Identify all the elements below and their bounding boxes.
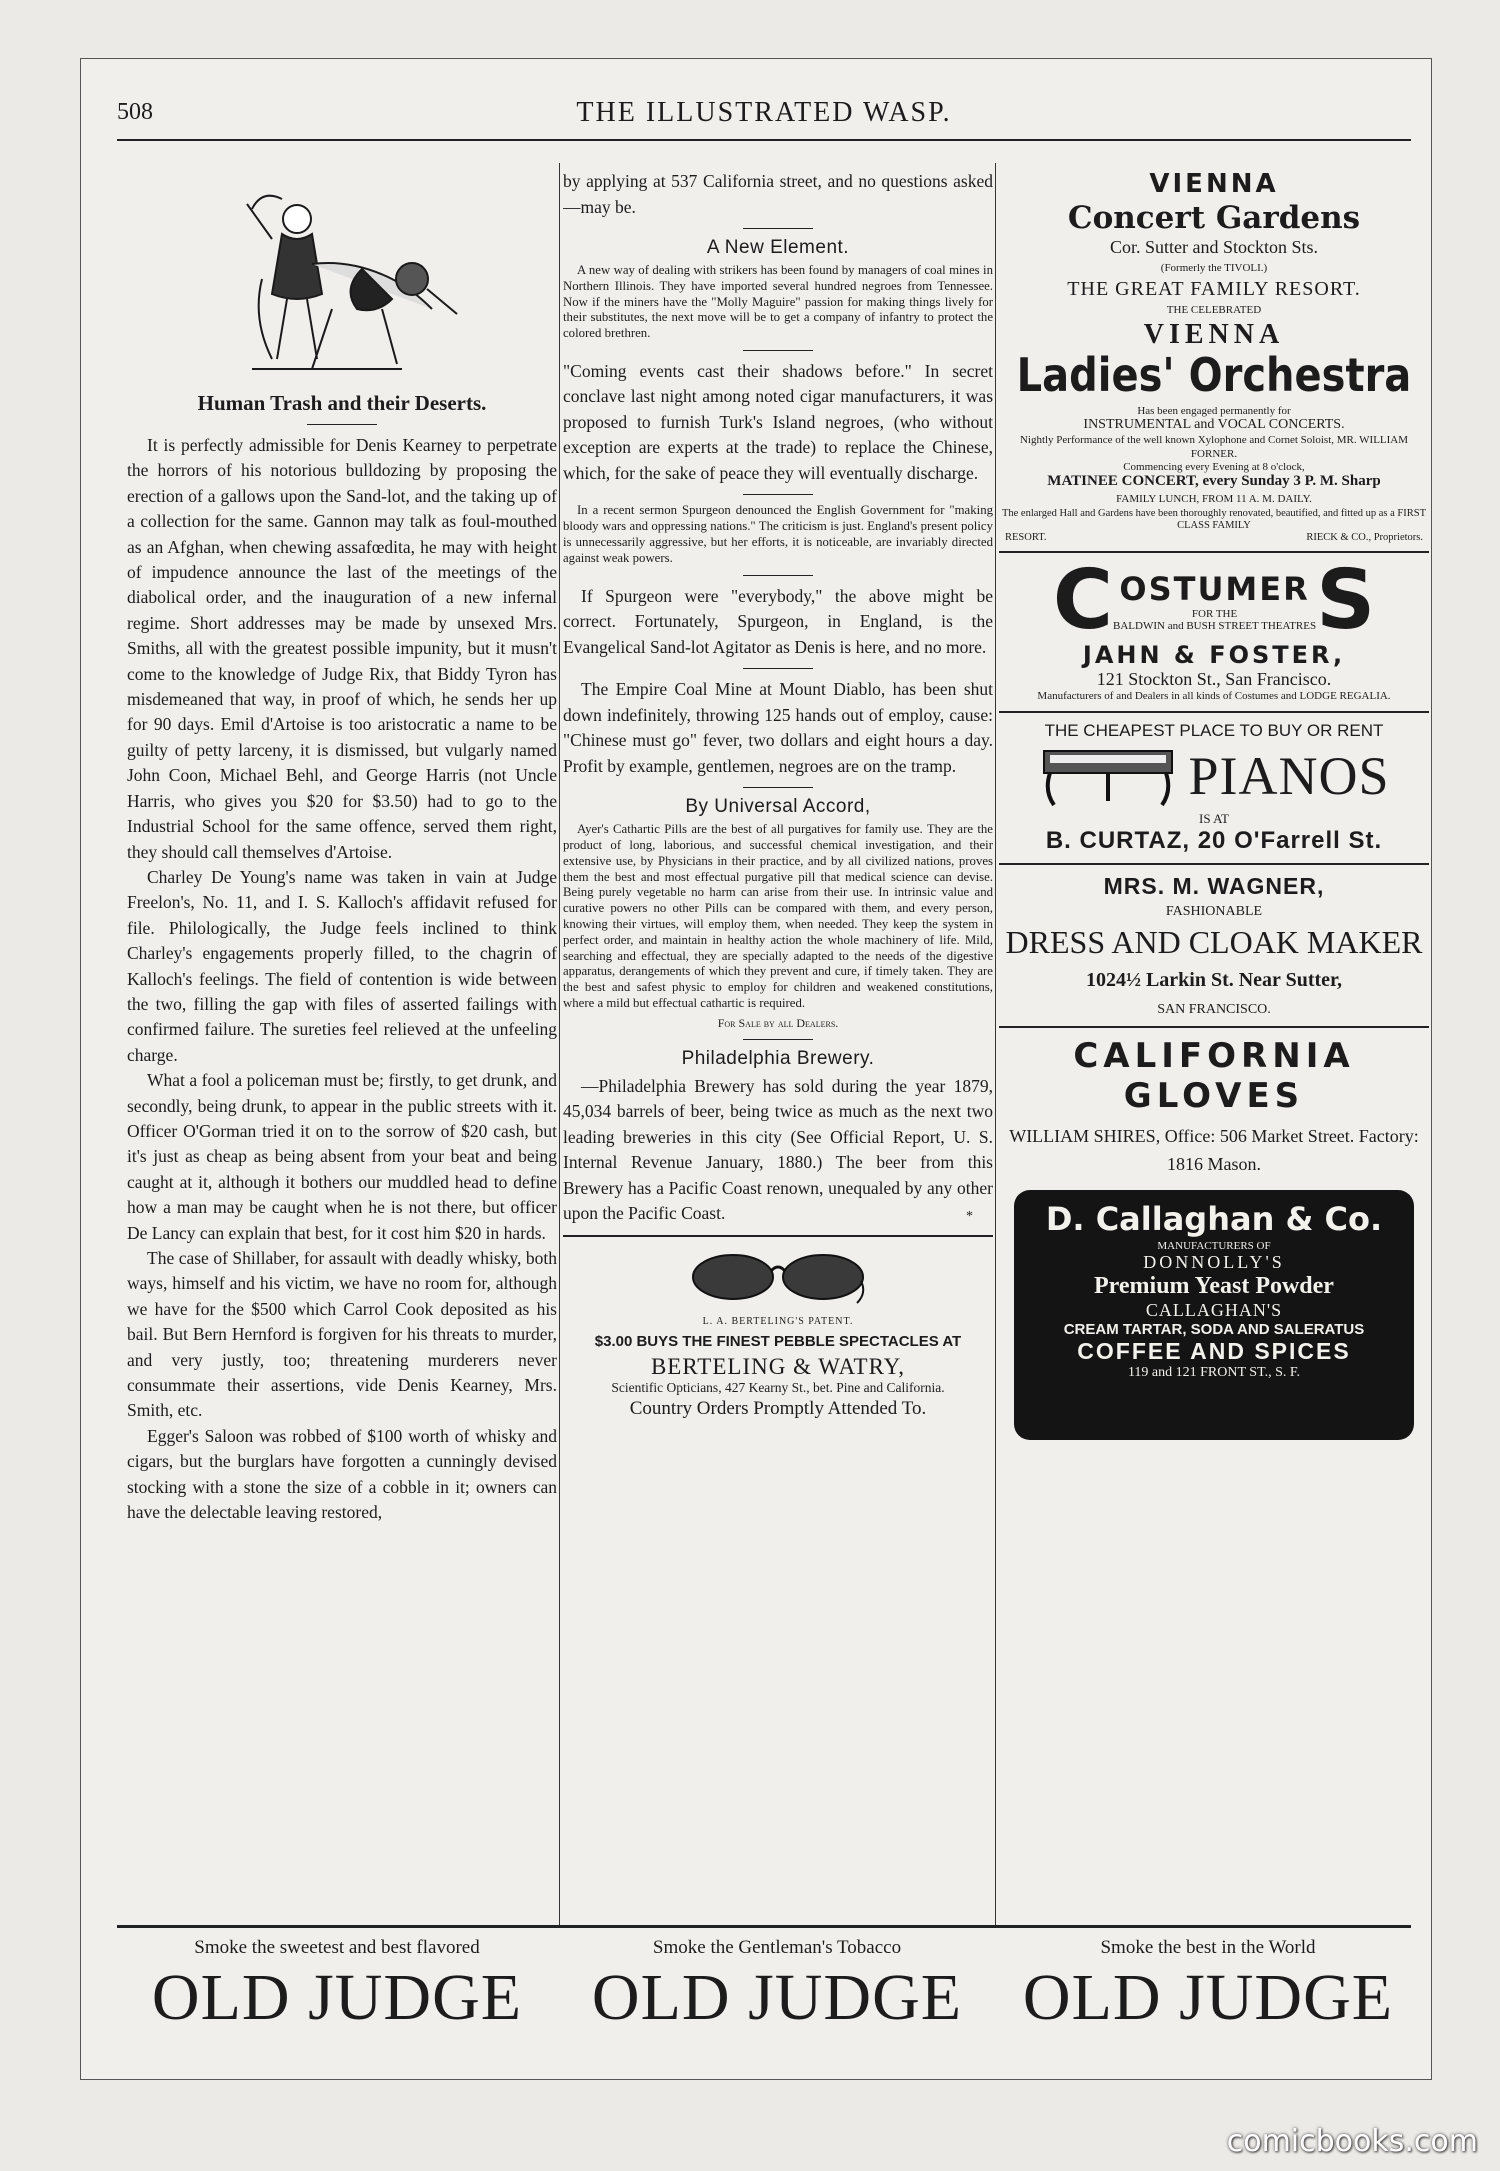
larkin-address: 1024½ Larkin St. Near Sutter, <box>1085 969 1343 991</box>
article-paragraph: The Empire Coal Mine at Mount Diablo, has been shut down indefinitely, throwing 125 hands out of employ, cause: "Chinese must go" fever, two dollars and eight hours a day. Profit by example, gentlemen, negroes are on the tramp. <box>563 679 993 776</box>
article-paragraph: It is perfectly admissible for Denis Kearney to perpetrate the horrors of his notorious bulldozing by proposing the erection of a gallows upon the Sand-lot, and the taking up of a collection for the same. Gannon may talk as foul-mouthed as an Afghan, when chewing assafœdita, he may with height of impudence announce the last of the meetings of the diabolical order, and the inauguration of a new infernal regime. Short addresses may be made by unsexed Mrs. Smiths, all with the greatest possible impunity, but it musn't come to the knowledge of Judge Rix, that Biddy Tyron has misdemeaned that way, in proof of which, he sends her up for 90 days. Emil d'Artoise is too aristocratic a name to be guilty of petty larceny, it is dismissed, but vulgarly named John Coon, Michael Behl, and George Harris (not Uncle Harris, who gives you $20 for $3.50) had to go to the Industrial School for the same offence, served them right, they should call themselves d'Artoise. <box>127 435 557 862</box>
gloves-word: GLOVES <box>1123 1076 1305 1116</box>
headline-universal-accord: By Universal Accord, <box>685 796 871 818</box>
divider <box>743 494 813 495</box>
curtaz-address: B. CURTAZ, 20 O'Farrell St. <box>1045 827 1383 854</box>
divider <box>999 711 1429 713</box>
divider <box>999 863 1429 865</box>
instrumental-line: INSTRUMENTAL and VOCAL CONCERTS. <box>1083 417 1345 432</box>
article-paragraph: The case of Shillaber, for assault with deadly whisky, both ways, himself and his victim, we have no room for, although we have for the $500 which Carrol Cook deposited as his bail. But Bern Hernford is forgiven for his threats to murder, and very justly, too; threatening murderers never consummate their assertions, vide Denis Kearney, Mrs. Smith, etc. <box>127 1248 557 1421</box>
divider <box>743 787 813 788</box>
wagner-name: MRS. M. WAGNER, <box>1103 873 1325 899</box>
costumers-ad <box>999 553 1429 703</box>
celebrated-label: THE CELEBRATED <box>1166 304 1262 316</box>
vienna-title: VIENNA <box>1149 169 1279 199</box>
formerly-tivoli: (Formerly the TIVOLI.) <box>1160 262 1268 274</box>
fashionable: FASHIONABLE <box>1165 904 1263 919</box>
divider <box>743 1039 813 1040</box>
old-judge-brand: OLD JUDGE <box>151 1961 523 2034</box>
stockton-address: 121 Stockton St., San Francisco. <box>1096 669 1332 689</box>
column-left <box>127 169 557 1924</box>
for-sale-line: For Sale by all Dealers. <box>717 1015 839 1030</box>
costumers-banner <box>999 553 1429 648</box>
vienna-concert-gardens-ad <box>999 169 1429 543</box>
divider <box>743 228 813 229</box>
san-francisco: SAN FRANCISCO. <box>1157 1002 1271 1017</box>
vienna-orchestra-title: VIENNA <box>1143 319 1285 350</box>
costumers-c: C <box>1052 553 1114 648</box>
spanking-cartoon-illustration <box>212 169 472 379</box>
spec-country-orders: Country Orders Promptly Attended To. <box>629 1397 927 1419</box>
headline-new-element: A New Element. <box>706 237 850 258</box>
for-the-label: FOR THE <box>1191 608 1238 620</box>
california-word: CALIFORNIA <box>1073 1036 1355 1076</box>
vienna-address: Cor. Sutter and Stockton Sts. <box>1109 237 1318 257</box>
old-judge-tagline: Smoke the best in the World <box>1100 1937 1316 1958</box>
page-number: 508 <box>117 99 153 125</box>
article-paragraph: —Philadelphia Brewery has sold during the year 1879, 45,034 barrels of beer, being twice as much as the next two leading breweries in this city (See Official Report, U. S. Internal Revenue January, 1880.) The beer from this Brewery has a Pacific Coast renown, unequaled by any other upon the Pacific Coast. <box>563 1075 993 1224</box>
front-street: 119 and 121 FRONT ST., S. F. <box>1127 1365 1301 1380</box>
spec-address: Scientific Opticians, 427 Kearny St., bet. Pine and California. <box>611 1379 945 1395</box>
divider <box>307 424 377 425</box>
spec-business-name: BERTELING & WATRY, <box>650 1353 906 1379</box>
article-paragraph: by applying at 537 California street, and no questions asked—may be. <box>563 171 993 217</box>
article-paragraph: "Coming events cast their shadows before." In secret conclave last night among noted cigar manufacturers, it was proposed to furnish Turk's Island negroes, (who without exception are experts at the trade) to replace the Chinese, which, for the sake of peace they will eventually discharge. <box>563 360 993 483</box>
manufacturers-of: MANUFACTURERS OF <box>1157 1240 1271 1252</box>
divider <box>743 350 813 351</box>
column-ads <box>999 169 1429 1924</box>
pianos-row <box>999 741 1429 811</box>
pianos-word: PIANOS <box>1188 746 1390 806</box>
nightly-performance: Nightly Performance of the well known Xylophone and Cornet Soloist, MR. WILLIAM FORNER. <box>1019 434 1409 460</box>
divider <box>563 1235 993 1237</box>
callaghan-ad <box>1014 1190 1414 1440</box>
headline-philadelphia-brewery: Philadelphia Brewery. <box>681 1047 875 1069</box>
divider <box>743 668 813 669</box>
piano-icon <box>1038 741 1178 811</box>
theatres-label: BALDWIN and BUSH STREET THEATRES <box>1113 620 1317 632</box>
shires-address: WILLIAM SHIRES, Office: 506 Market Street. Factory: 1816 Mason. <box>1009 1126 1419 1174</box>
family-lunch: FAMILY LUNCH, FROM 11 A. M. DAILY. <box>1116 493 1312 505</box>
resort-label: RESORT. <box>1005 532 1047 543</box>
old-judge-ad-right <box>995 1931 1421 2079</box>
spectacles-ad <box>563 1241 993 1420</box>
callaghan-name: D. Callaghan & Co. <box>1045 1200 1383 1238</box>
california-gloves-ad <box>999 1036 1429 1178</box>
is-at: IS AT <box>1199 811 1229 826</box>
article-paragraph: If Spurgeon were "everybody," the above might be correct. Fortunately, Spurgeon, in England, is the Evangelical Sand-lot Agitator as Denis is here, and no more. <box>563 585 993 657</box>
spectacles-icon <box>683 1241 873 1311</box>
matinee-line: MATINEE CONCERT, every Sunday 3 P. M. Sharp <box>1047 473 1381 489</box>
headline-human-trash: Human Trash and their Deserts. <box>197 391 487 415</box>
bottom-rule <box>117 1925 1411 1928</box>
article-paragraph: Egger's Saloon was robbed of $100 worth of whisky and cigars, but the burglars have forgotten a cunningly devised stocking with a stone the size of a cobble in it; owners can have the delectable leaving restored, <box>127 1425 557 1523</box>
costumers-word: OSTUMER <box>1119 570 1310 608</box>
dress-cloak-maker: DRESS AND CLOAK MAKER <box>1005 924 1423 960</box>
donnollys: DONNOLLY'S <box>1143 1252 1285 1272</box>
coffee-spices: COFFEE AND SPICES <box>1077 1338 1351 1364</box>
divider <box>743 575 813 576</box>
costume-manufacturers: Manufacturers of and Dealers in all kinds of Costumes and LODGE REGALIA. <box>1037 690 1391 702</box>
article-paragraph: Charley De Young's name was taken in vain at Judge Freelon's, No. 11, and I. S. Kalloch's affidavit refused for file. Philologically, the Judge feels inclined to think Charley's engagements properly filled, to the chagrin of Kalloch's feelings. The field of contention is wide between the two, filling the gap with files of asserted failings with confirmed failure. The sureties feel relieved at the unfeeling charge. <box>127 866 557 1065</box>
premium-yeast: Premium Yeast Powder <box>1094 1273 1334 1299</box>
enlarged-hall: The enlarged Hall and Gardens have been thoroughly renovated, beautified, and fitted up as a FIRST CLASS FAMILY <box>1001 508 1427 531</box>
asterisk: * <box>966 1208 973 1224</box>
watermark: comicbooks.com <box>1226 2124 1478 2159</box>
spec-patent: L. A. BERTELING'S PATENT. <box>702 1315 854 1327</box>
resort-proprietors-row <box>999 532 1429 543</box>
column-divider <box>995 163 996 1928</box>
jahn-foster: JAHN & FOSTER, <box>1082 641 1346 669</box>
old-judge-brand: OLD JUDGE <box>1022 1961 1394 2034</box>
old-judge-tagline: Smoke the sweetest and best flavored <box>194 1937 480 1958</box>
ladies-orchestra-title: Ladies' Orchestra <box>1016 349 1412 403</box>
newspaper-page <box>80 58 1432 2080</box>
ayer-pills-ad: Ayer's Cathartic Pills are the best of all purgatives for family use. They are the product of long, laborious, and successful chemical investigation, and their extensive use, by Physicians in their practice, and by all civilized nations, proves them the best and most effectual purgative pill that medical science can devise. Being purely vegetable no harm can arise from their use. In intrinsic value and curative powers no other Pills can be compared with them, and every person, knowing their virtues, will employ them, when needed. They keep the system in perfect order, and maintain in healthy action the whole machinery of life. Mild, searching and effectual, they are specially adapted to the needs of the digestive apparatus, derangements of which they prevent and cure, if timely taken. They are the best and safest physic to employ for children and weakened constitutions, where a mild but effectual cathartic is required. <box>563 822 993 1010</box>
commencing-line: Commencing every Evening at 8 o'clock, <box>1123 461 1305 473</box>
column-divider <box>559 163 560 1928</box>
curtaz-pianos-ad <box>999 721 1429 855</box>
spec-offer: $3.00 BUYS THE FINEST PEBBLE SPECTACLES AT <box>594 1332 962 1350</box>
costumers-middle <box>1113 570 1316 632</box>
cheapest-place: THE CHEAPEST PLACE TO BUY OR RENT <box>1044 721 1384 740</box>
old-judge-ad-left <box>117 1931 557 2079</box>
article-paragraph: A new way of dealing with strikers has been found by managers of coal mines in Northern Illinois. They have imported several hundred negroes from Tennessee. Now if the miners have the "Molly Maguire" passion for making things lively for their substitutes, the next move will be to get a company of infantry to protect the colored brethren. <box>563 263 993 341</box>
divider <box>999 1026 1429 1028</box>
great-family-resort: THE GREAT FAMILY RESORT. <box>1067 278 1361 300</box>
masthead: THE ILLUSTRATED WASP. <box>576 97 952 128</box>
article-paragraph: In a recent sermon Spurgeon denounced the English Government for "making bloody wars and oppressing nations." The criticism is just. England's present policy is unnecessarily aggressive, but her efforts, it is noticeable, are invariably directed against weak powers. <box>563 503 993 565</box>
old-judge-brand: OLD JUDGE <box>591 1961 963 2034</box>
wagner-dressmaker-ad <box>999 873 1429 1018</box>
callaghans: CALLAGHAN'S <box>1145 1300 1283 1320</box>
engaged-line: Has been engaged permanently for <box>1137 405 1291 417</box>
old-judge-tagline: Smoke the Gentleman's Tobacco <box>652 1937 902 1958</box>
cream-tartar: CREAM TARTAR, SODA AND SALERATUS <box>1063 1321 1365 1338</box>
costumers-s: S <box>1316 553 1376 648</box>
article-paragraph: What a fool a policeman must be; firstly, to get drunk, and secondly, being drunk, to appear in the public streets with it. Officer O'Gorman tried it on to the sorrow of $20 cash, but it's just as cheap as being absent from your beat and being caught at it, although it bothers our muddled head to define how a man may be caught when he is not there, but officer De Lancy can explain that best, for it cost him $20 in hards. <box>127 1070 557 1243</box>
old-judge-ad-middle <box>559 1931 995 2079</box>
column-middle <box>563 169 993 1924</box>
page-header <box>117 95 1411 141</box>
concert-gardens-title: Concert Gardens <box>1067 200 1361 236</box>
proprietors: RIECK & CO., Proprietors. <box>1306 532 1423 543</box>
